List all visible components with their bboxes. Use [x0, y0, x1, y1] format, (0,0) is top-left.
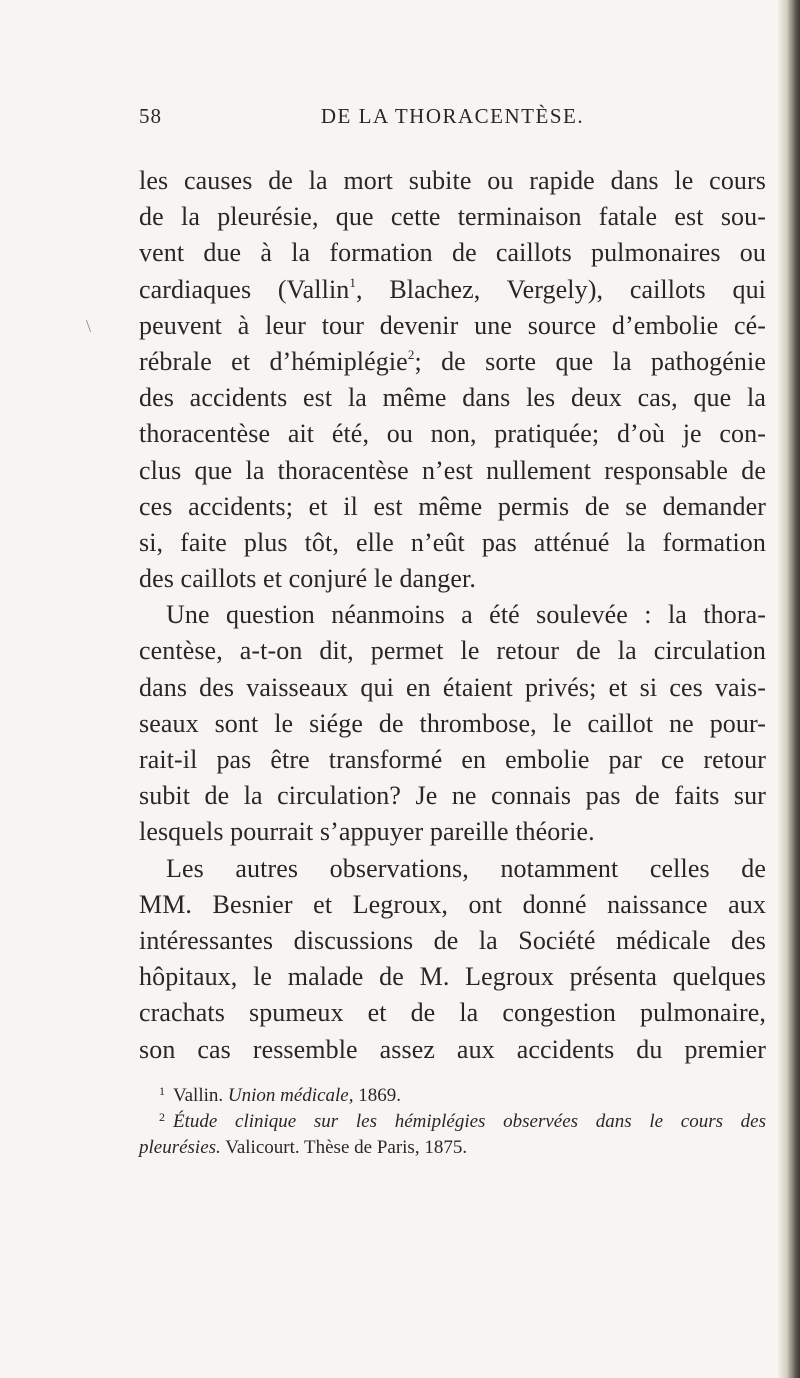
- text-line: lesquels pourrait s’appuyer pareille théorie.: [139, 817, 595, 847]
- text-line: ces accidents; et il est même permis de se demander: [139, 491, 766, 521]
- text-line: des caillots et conjuré le danger.: [139, 564, 476, 594]
- footnote-ref-2: 2: [407, 346, 415, 362]
- footnote-2-source: Valicourt. Thèse de Paris, 1875.: [225, 1137, 468, 1158]
- footnote-2-title-cont: pleurésies.: [139, 1137, 221, 1158]
- text-line: MM. Besnier et Legroux, ont donné naissance aux: [139, 889, 766, 919]
- footnote-1-author: Vallin.: [173, 1085, 224, 1106]
- text-line: peuvent à leur tour devenir une source d’embolie cé-: [139, 310, 766, 340]
- text-line: dans des vaisseaux qui en étaient privés; et si ces vais-: [139, 672, 766, 702]
- footnotes: [139, 1083, 766, 1161]
- footnote-1-title: Union médicale,: [227, 1085, 354, 1106]
- footnote-2-title: Étude clinique sur les hémiplégies observées dans le cours des: [173, 1111, 766, 1132]
- text-line: Les autres observations, notamment celles de: [166, 853, 766, 883]
- text-line: seaux sont le siége de thrombose, le caillot ne pour-: [139, 708, 766, 738]
- page-header: [139, 104, 766, 134]
- text-line: crachats spumeux et de la congestion pulmonaire,: [139, 998, 766, 1028]
- text-line: [139, 344, 766, 380]
- footnote-2-mark: 2: [159, 1110, 165, 1124]
- footnote-1-year: 1869.: [358, 1085, 401, 1106]
- page-number: 58: [139, 104, 162, 128]
- text-line: thoracentèse ait été, ou non, pratiquée; d’où je con-: [139, 419, 766, 449]
- text-line: centèse, a-t-on dit, permet le retour de la circulation: [139, 636, 766, 666]
- text-line: [139, 272, 766, 308]
- body-text: [139, 163, 766, 1068]
- text-line: vent due à la formation de caillots pulmonaires ou: [139, 238, 766, 268]
- footnote-ref-1: 1: [349, 274, 356, 290]
- text-line: de la pleurésie, que cette terminaison fatale est sou-: [139, 202, 766, 232]
- text-line: rait-il pas être transformé en embolie par ce retour: [139, 745, 766, 774]
- text-line: subit de la circulation? Je ne connais pas de faits sur: [139, 781, 766, 811]
- text-fragment: rébrale et d’hémiplégie: [139, 346, 408, 376]
- margin-smudge: \: [86, 316, 92, 336]
- text-line: hôpitaux, le malade de M. Legroux présenta quelques: [139, 962, 766, 992]
- text-line: les causes de la mort subite ou rapide dans le cours: [139, 166, 766, 195]
- text-line: intéressantes discussions de la Société médicale des: [139, 925, 766, 955]
- text-line: Une question néanmoins a été soulevée : la thora-: [166, 600, 766, 630]
- text-fragment: , Blachez, Vergely), caillots qui: [355, 274, 766, 304]
- running-title: DE LA THORACENTÈSE.: [320, 104, 585, 128]
- footnote-2-line-2: [139, 1135, 766, 1161]
- text-line: si, faite plus tôt, elle n’eût pas atténué la formation: [139, 527, 766, 557]
- footnote-2-line-1: [139, 1109, 766, 1135]
- text-line: clus que la thoracentèse n’est nullement responsable de: [139, 455, 766, 485]
- page-gutter-edge: [778, 0, 800, 1378]
- footnote-1-mark: 1: [159, 1084, 165, 1098]
- text-line: son cas ressemble assez aux accidents du premier: [139, 1034, 766, 1064]
- text-line: des accidents est la même dans les deux cas, que la: [139, 383, 766, 413]
- text-fragment: ; de sorte que la pathogénie: [414, 346, 766, 376]
- text-fragment: cardiaques (Vallin: [139, 274, 350, 304]
- footnote-1: [139, 1083, 766, 1109]
